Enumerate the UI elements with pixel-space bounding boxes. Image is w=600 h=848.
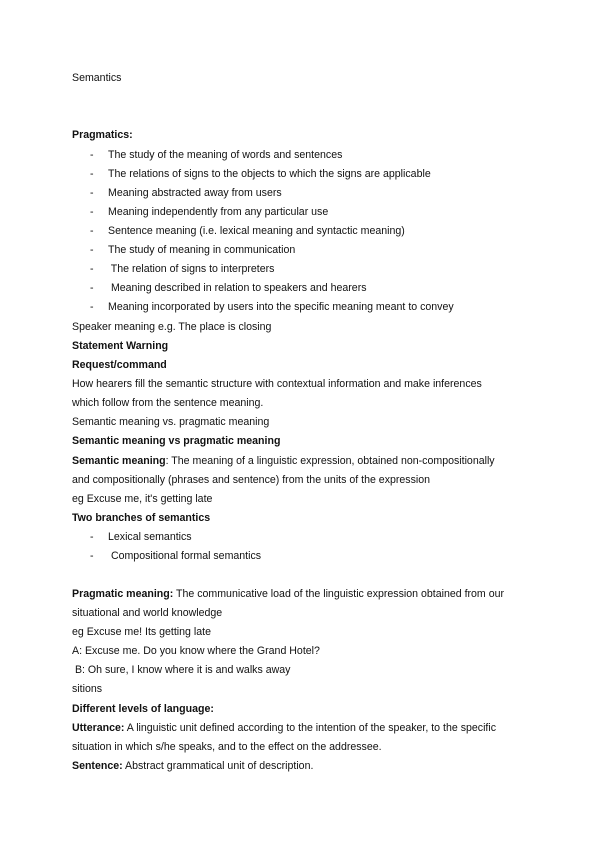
- bullet-dash: -: [90, 187, 94, 199]
- semantic-meaning-text: : The meaning of a linguistic expression, obtained non-compositionally: [165, 455, 495, 467]
- list-item-text: Lexical semantics: [108, 531, 192, 543]
- list-item-text: Sentence meaning (i.e. lexical meaning and syntactic meaning): [108, 225, 405, 237]
- hearers-paragraph-line-2: which follow from the sentence meaning.: [72, 397, 264, 409]
- dialog-line-b: B: Oh sure, I know where it is and walks away: [72, 664, 291, 676]
- bullet-dash: -: [90, 206, 94, 218]
- list-item-text: The relation of signs to interpreters: [108, 263, 275, 275]
- example-line-2: eg Excuse me! Its getting late: [72, 626, 211, 638]
- doc-title: Semantics: [72, 72, 122, 84]
- levels-heading: Different levels of language:: [72, 703, 214, 715]
- utterance-definition-line-1: [72, 722, 496, 735]
- list-item-text: The study of the meaning of words and sentences: [108, 149, 343, 161]
- speaker-meaning-line: Speaker meaning e.g. The place is closing: [72, 321, 272, 333]
- stray-text-line: sitions: [72, 683, 103, 695]
- utterance-definition-line-2: situation in which s/he speaks, and to the effect on the addressee.: [72, 741, 382, 753]
- pragmatic-meaning-text: The communicative load of the linguistic expression obtained from our: [173, 588, 505, 600]
- bullet-dash: -: [90, 149, 94, 161]
- dialog-line-a: A: Excuse me. Do you know where the Grand Hotel?: [72, 645, 320, 657]
- list-item-text: Compositional formal semantics: [108, 550, 262, 562]
- sentence-text: Abstract grammatical unit of description.: [122, 760, 314, 772]
- bullet-dash: -: [90, 301, 94, 313]
- bullet-dash: -: [90, 263, 94, 275]
- semantic-vs-pragmatic-line: Semantic meaning vs. pragmatic meaning: [72, 416, 270, 428]
- bullet-dash: -: [90, 168, 94, 180]
- statement-warning-heading: Statement Warning: [72, 340, 169, 352]
- pragmatics-heading: Pragmatics:: [72, 129, 133, 141]
- semantic-vs-pragmatic-heading: Semantic meaning vs pragmatic meaning: [72, 435, 281, 447]
- pragmatic-meaning-label: Pragmatic meaning:: [72, 588, 174, 600]
- bullet-dash: -: [90, 550, 94, 562]
- utterance-text: A linguistic unit defined according to the intention of the speaker, to the specific: [124, 722, 497, 734]
- example-line-1: eg Excuse me, it's getting late: [72, 493, 213, 505]
- list-item-text: The study of meaning in communication: [108, 244, 296, 256]
- pragmatic-meaning-definition-line-1: [72, 588, 504, 601]
- semantic-meaning-label: Semantic meaning: [72, 455, 166, 467]
- pragmatic-meaning-definition-line-2: situational and world knowledge: [72, 607, 223, 619]
- sentence-definition-line: [72, 760, 313, 773]
- semantic-meaning-definition-line-2: and compositionally (phrases and sentence) from the units of the expression: [72, 474, 431, 486]
- two-branches-heading: Two branches of semantics: [72, 512, 211, 524]
- list-item-text: Meaning described in relation to speakers and hearers: [108, 282, 367, 294]
- semantic-meaning-definition-line-1: [72, 455, 495, 468]
- list-item-text: The relations of signs to the objects to which the signs are applicable: [108, 168, 431, 180]
- list-item-text: Meaning independently from any particular use: [108, 206, 329, 218]
- bullet-dash: -: [90, 244, 94, 256]
- bullet-dash: -: [90, 282, 94, 294]
- bullet-dash: -: [90, 225, 94, 237]
- list-item-text: Meaning incorporated by users into the specific meaning meant to convey: [108, 301, 454, 313]
- hearers-paragraph-line-1: How hearers fill the semantic structure with contextual information and make inferences: [72, 378, 482, 390]
- sentence-label: Sentence:: [72, 760, 123, 772]
- bullet-dash: -: [90, 531, 94, 543]
- list-item-text: Meaning abstracted away from users: [108, 187, 282, 199]
- utterance-label: Utterance:: [72, 722, 125, 734]
- request-command-heading: Request/command: [72, 359, 167, 371]
